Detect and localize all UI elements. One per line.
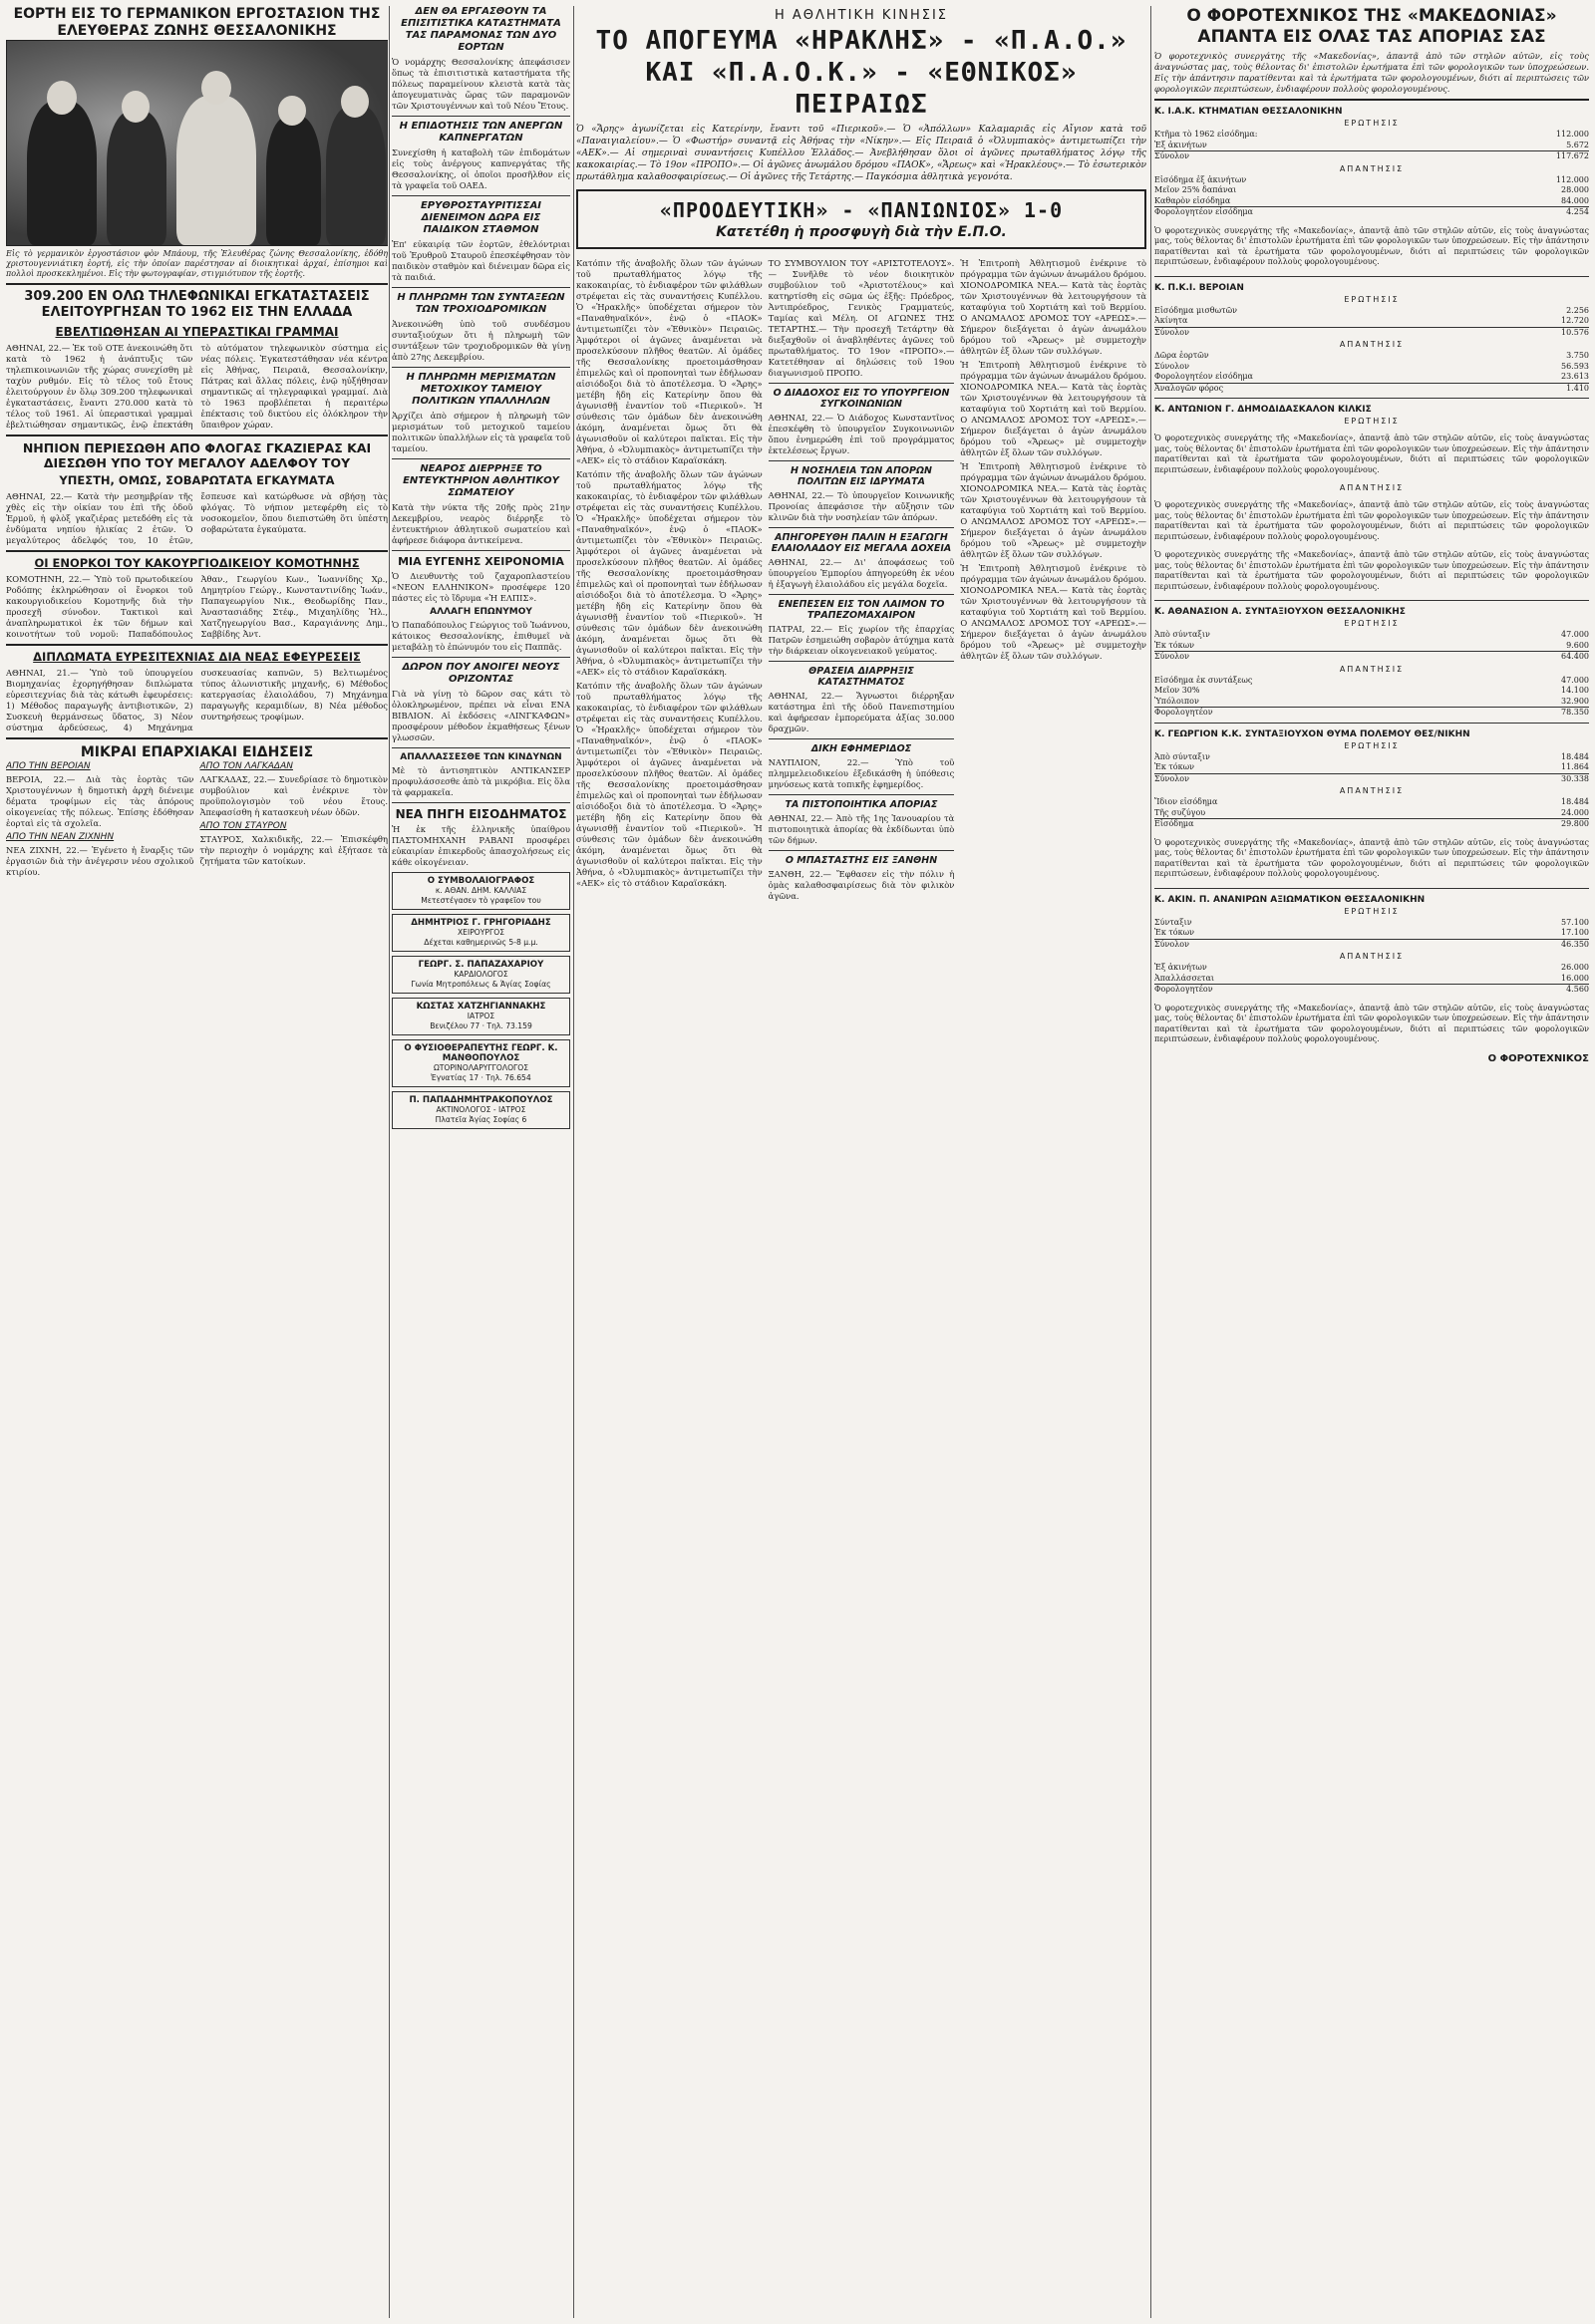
tram-headline: Η ΠΛΗΡΩΜΗ ΤΩΝ ΣΥΝΤΑΞΕΩΝ ΤΩΝ ΤΡΟΧΙΟΔΡΟΜΙΚΩΝ <box>397 292 565 315</box>
tax-line <box>1154 963 1589 974</box>
photo-figure <box>326 106 386 245</box>
column-sports <box>576 6 1146 2318</box>
tax-line <box>1154 928 1589 939</box>
sports-article: Κατόπιν τῆς ἀναβολῆς ὅλων τῶν ἀγώνων τοῦ πρωταθλήματος λόγῳ τῆς κακοκαιρίας, τὸ ἐνδιαφέρον τῶν φιλάθλων στρέφεται εἰς τὰς συναντήσεις Κυπέλλου. Ὁ «Ἡρακλῆς» ὑποδέχεται σήμερον τὸν «Παναθηναϊκόν», ἐνῷ ὁ «ΠΑΟΚ» ἀντιμετωπίζει τὸν «Ἐθνικὸν» Πειραιῶς. Ἀμφότεροι οἱ ἀγῶνες ἀναμένεται νὰ προσελκύσουν πλῆθος θεατῶν. Αἱ ὁμάδες τῆς Θεσσαλονίκης προετοιμάσθησαν ἐπιμελῶς καὶ οἱ προπονηταὶ των ἐδήλωσαν αἰσιόδοξοι διὰ τὸ ἀποτέλεσμα. Ὁ «Ἄρης» μετέβη ἤδη εἰς Κατερίνην ὅπου θὰ ἀγωνισθῇ ἐναντίον τοῦ «Πιερικοῦ». Ἡ σύνθεσις τῶν ὁμάδων δὲν ἀνεκοινώθη ἀκόμη, ἀναμένεται ὅμως ὅτι θὰ ἀγωνισθοῦν οἱ καλύτεροι παῖκται. Εἰς τὴν Ἀθήνα, ὁ «Ὀλυμπιακὸς» ἀντιμετωπίζει τὴν «ΑΕΚ» εἰς τὸ στάδιον Καραϊσκάκη. <box>576 258 763 465</box>
tax-line <box>1154 651 1589 663</box>
tax-value: 47.000 <box>1561 630 1589 639</box>
tax-line <box>1154 974 1589 985</box>
phones-subheadline: ΕΒΕΛΤΙΩΘΗΣΑΝ ΑΙ ΥΠΕΡΑΣΤΙΚΑΙ ΓΡΑΜΜΑΙ <box>55 325 339 339</box>
sports-article: Ἡ Ἐπιτροπὴ Ἀθλητισμοῦ ἐνέκρινε τὸ πρόγραμμα τῶν ἀγώνων ἀνωμάλου δρόμου. ΧΙΟΝΟΔΡΟΜΙΚΑ ΝΕΑ.— Κατὰ τὰς ἑορτὰς τῶν Χριστουγέννων θὰ λειτουργήσουν τὰ καταφύγια τοῦ Χορτιάτη καὶ τοῦ Βερμίου. Ο ΑΝΩΜΑΛΟΣ ΔΡΟΜΟΣ ΤΟΥ «ΑΡΕΩΣ».— Σήμερον διεξάγεται ὁ ἀγὼν ἀνωμάλου δρόμου τοῦ «Ἄρεως» μὲ συμμετοχὴν ἀθλητῶν ἐξ ὅλων τῶν συλλόγων. <box>960 360 1146 457</box>
provincial-text: ΣΤΑΥΡΟΣ, Χαλκιδικῆς, 22.— Ἐπισκέφθη τὴν περιοχὴν ὁ νομάρχης καὶ ἐξήτασε τὰ ζητήματα τῶν κατοίκων. <box>199 834 388 866</box>
answer-label: ΑΠΑΝΤΗΣΙΣ <box>1339 786 1405 795</box>
divider <box>1154 723 1589 724</box>
komotini-article: ΚΟΜΟΤΗΝΗ, 22.— Ὑπὸ τοῦ πρωτοδικείου Ροδόπης ἐκληρώθησαν οἱ ἔνορκοι τοῦ κακουργιοδικείου Κομοτηνῆς διὰ τὴν προσεχῆ σύνοδον. Τακτικοὶ καὶ ἀναπληρωματικοὶ ἐκ τῶν δήμων καὶ κοινοτήτων τοῦ νομοῦ: Παπαδόπουλος Ἀθαν., Γεωργίου Κων., Ἰωαννίδης Χρ., Δημητρίου Γεώργ., Κωνσταντινίδης Ἰωάν., Παπαγεωργίου Νικ., Θεοδωρίδης Παν., Ἀναστασιάδης Στέφ., Μιχαηλίδης Ἠλ., Χατζηγεωργίου Βασ., Καραγιάννης Δημ., Σαββίδης Ἀντ. <box>6 574 388 639</box>
divider <box>769 594 955 595</box>
answer-label: ΑΠΑΝΤΗΣΙΣ <box>1339 483 1405 492</box>
ad-name: Ο ΦΥΣΙΟΘΕΡΑΠΕΥΤΗΣ ΓΕΩΡΓ. Κ. ΜΑΝΘΟΠΟΥΛΟΣ <box>404 1043 558 1063</box>
tax-value: 29.800 <box>1561 819 1589 828</box>
tax-value: 56.593 <box>1561 361 1589 371</box>
sports-article: Κατόπιν τῆς ἀναβολῆς ὅλων τῶν ἀγώνων τοῦ πρωταθλήματος λόγῳ τῆς κακοκαιρίας, τὸ ἐνδιαφέρον τῶν φιλάθλων στρέφεται εἰς τὰς συναντήσεις Κυπέλλου. Ὁ «Ἡρακλῆς» ὑποδέχεται σήμερον τὸν «Παναθηναϊκόν», ἐνῷ ὁ «ΠΑΟΚ» ἀντιμετωπίζει τὸν «Ἐθνικὸν» Πειραιῶς. Ἀμφότεροι οἱ ἀγῶνες ἀναμένεται νὰ προσελκύσουν πλῆθος θεατῶν. Αἱ ὁμάδες τῆς Θεσσαλονίκης προετοιμάσθησαν ἐπιμελῶς καὶ οἱ προπονηταὶ των ἐδήλωσαν αἰσιόδοξοι διὰ τὸ ἀποτέλεσμα. Ὁ «Ἄρης» μετέβη ἤδη εἰς Κατερίνην ὅπου θὰ ἀγωνισθῇ ἐναντίον τοῦ «Πιερικοῦ». Ἡ σύνθεσις τῶν ὁμάδων δὲν ἀνεκοινώθη ἀκόμη, ἀναμένεται ὅμως ὅτι θὰ ἀγωνισθοῦν οἱ καλύτεροι παῖκται. Εἰς τὴν Ἀθήνα, ὁ «Ὀλυμπιακὸς» ἀντιμετωπίζει τὴν «ΑΕΚ» εἰς τὸ στάδιον Καραϊσκάκη. <box>576 469 763 677</box>
tax-case-title: Κ. Π.Κ.Ι. ΒΕΡΟΙΑΝ <box>1154 282 1244 293</box>
result-box <box>576 189 1146 249</box>
tax-label: Ἐξ ἀκινήτων <box>1154 140 1207 149</box>
photo-figure <box>176 96 256 245</box>
question-label: ΕΡΩΤΗΣΙΣ <box>1344 906 1400 916</box>
danger-article: Μὲ τὸ ἀντισηπτικὸν ΑΝΤΙΚΑΝΣΕΡ προφυλάσσεσθε ἀπὸ τὰ μικρόβια. Εἰς ὅλα τὰ φαρμακεῖα. <box>392 765 570 797</box>
classified-ad <box>392 1039 570 1087</box>
tax-explanation: Ὁ φοροτεχνικὸς συνεργάτης τῆς «Μακεδονίας», ἀπαντᾷ ἀπὸ τῶν στηλῶν αὐτῶν, εἰς τοὺς ἀναγνώστας μας, τοὺς θέλοντας δι' ἐπιστολῶν ἐρωτήματα ἐπὶ τῶν φορολογικῶν των ὑποχρεώσεων. Εἰς τὴν ἀπάντησιν παρατίθενται καὶ τὰ ἐρωτήματα τῶν φορολογουμένων, διότι αἱ περιπτώσεις τῶν φορολογικῶν περιπτώσεων, ἐνδιαφέρουν πολλοὺς φορολογουμένους. <box>1154 550 1589 591</box>
tax-label: Μεῖον 25% δαπάναι <box>1154 185 1237 194</box>
divider <box>1154 276 1589 277</box>
tax-line <box>1154 797 1589 808</box>
danger-headline: ΑΠΑΛΛΑΣΣΕΣΘΕ ΤΩΝ ΚΙΝΔΥΝΩΝ <box>400 752 562 762</box>
photo-figure <box>27 101 97 245</box>
classified-ad <box>392 998 570 1035</box>
tax-line <box>1154 676 1589 687</box>
tax-value: 28.000 <box>1561 185 1589 194</box>
redcross-headline: ΕΡΥΘΡΟΣΤΑΥΡΙΤΙΣΣΑΙ ΔΙΕΝΕΙΜΟΝ ΔΩΡΑ ΕΙΣ ΠΑΙΔΙΚΟΝ ΣΤΑΘΜΟΝ <box>420 200 542 235</box>
tax-explanation: Ὁ φοροτεχνικὸς συνεργάτης τῆς «Μακεδονίας», ἀπαντᾷ ἀπὸ τῶν στηλῶν αὐτῶν, εἰς τοὺς ἀναγνώστας μας, τοὺς θέλοντας δι' ἐπιστολῶν ἐρωτήματα ἐπὶ τῶν φορολογικῶν των ὑποχρεώσεων. Εἰς τὴν ἀπάντησιν παρατίθενται καὶ τὰ ἐρωτήματα τῶν φορολογουμένων, διότι αἱ περιπτώσεις τῶν φορολογικῶν περιπτώσεων, ἐνδιαφέρουν πολλοὺς φορολογουμένους. <box>1154 837 1589 878</box>
tax-label: Εἰσόδημα ἐκ συντάξεως <box>1154 675 1253 685</box>
tax-label: Ἐκ τόκων <box>1154 640 1194 650</box>
tax-value: 84.000 <box>1561 195 1589 205</box>
divider <box>392 287 570 288</box>
result-headline: «ΠΡΟΟΔΕΥΤΙΚΗ» - «ΠΑΝΙΩΝΙΟΣ» 1-0 <box>659 198 1064 222</box>
divider <box>392 195 570 196</box>
tax-value: 32.900 <box>1561 696 1589 706</box>
column-tax <box>1154 6 1589 2318</box>
tax-label: Σύνολον <box>1154 652 1189 661</box>
provincial-text: ΝΕΑ ΖΙΧΝΗ, 22.— Ἐγένετο ἡ ἔναρξις τῶν ἐργασιῶν διὰ τὴν ἀνέγερσιν νέου σχολικοῦ κτιρίου. <box>6 845 194 877</box>
ad-name: ΓΕΩΡΓ. Σ. ΠΑΠΑΖΑΧΑΡΙΟΥ <box>418 960 544 970</box>
sports-headline-1: ΤΟ ΑΠΟΓΕΥΜΑ «ΗΡΑΚΛΗΣ» - «Π.Α.Ο.» <box>595 26 1127 56</box>
phones-article: ΑΘΗΝΑΙ, 22.— Ἐκ τοῦ ΟΤΕ ἀνεκοινώθη ὅτι κατὰ τὸ 1962 ἡ ἀνάπτυξις τῶν τηλεπικοινωνιῶν τῆς χώρας συνεχίσθη μὲ ταχὺν ρυθμόν. Εἰς τὸ τέλος τοῦ ἔτους ἐλειτούργουν ἐν ὅλῳ 309.200 τηλεφωνικαὶ ἐγκαταστάσεις, ἔναντι 270.000 κατὰ τὸ τέλος τοῦ 1961. Αἱ ὑπεραστικαὶ γραμμαὶ ἐβελτιώθησαν σημαντικῶς, ἐνῷ ἐπεκτάθη τὸ αὐτόματον τηλεφωνικὸν σύστημα εἰς νέας πόλεις. Ἐγκατεστάθησαν νέα κέντρα εἰς Ἀθήνας, Πειραιᾶ, Θεσσαλονίκην, Πάτρας καὶ ἄλλας πόλεις, ἐνῷ ηὐξήθησαν σημαντικῶς αἱ τηλεγραφικαὶ γραμμαί. Διὰ τὸ 1963 προβλέπεται ἡ περαιτέρω ἐπέκτασις τοῦ δικτύου εἰς ὁλόκληρον τὴν ὕπαιθρον χώραν. <box>6 343 388 430</box>
tax-value: 64.400 <box>1561 652 1589 661</box>
tax-value: 23.613 <box>1561 372 1589 381</box>
tax-line <box>1154 196 1589 207</box>
column-short-news <box>392 6 570 2318</box>
provincial-place: ΑΠΟ ΤΗΝ ΒΕΡΟΙΑΝ <box>6 761 91 771</box>
tax-case <box>1154 405 1589 592</box>
tax-label: Σύνολον <box>1154 327 1189 337</box>
allowance-headline: Η ΕΠΙΔΟΤΗΣΙΣ ΤΩΝ ΑΝΕΡΓΩΝ ΚΑΠΝΕΡΓΑΤΩΝ <box>399 121 563 144</box>
tax-explanation: Ὁ φοροτεχνικὸς συνεργάτης τῆς «Μακεδονίας», ἀπαντᾷ ἀπὸ τῶν στηλῶν αὐτῶν, εἰς τοὺς ἀναγνώστας μας, τοὺς θέλοντας δι' ἐπιστολῶν ἐρωτήματα ἐπὶ τῶν φορολογικῶν των ὑποχρεώσεων. Εἰς τὴν ἀπάντησιν παρατίθενται καὶ τὰ ἐρωτήματα τῶν φορολογουμένων, διότι αἱ περιπτώσεις τῶν φορολογικῶν περιπτώσεων, ἐνδιαφέρουν πολλοὺς φορολογουμένους. <box>1154 1003 1589 1043</box>
tax-line <box>1154 327 1589 339</box>
classified-ad <box>392 956 570 994</box>
sub-headline: Η ΝΟΣΗΛΕΙΑ ΤΩΝ ΑΠΟΡΩΝ ΠΟΛΙΤΩΝ ΕΙΣ ΙΔΡΥΜΑΤΑ <box>791 465 932 487</box>
provincial-headline: ΜΙΚΡΑΙ ΕΠΑΡΧΙΑΚΑΙ ΕΙΔΗΣΕΙΣ <box>80 744 314 760</box>
tax-case <box>1154 283 1589 395</box>
sub-article: ΑΘΗΝΑΙ, 22.— Δι' ἀποφάσεως τοῦ ὑπουργείου Ἐμπορίου ἀπηγορεύθη ἐκ νέου ἡ ἐξαγωγὴ ἐλαιολάδου εἰς μεγάλα δοχεῖα. <box>768 557 955 589</box>
sports-body <box>576 255 1146 905</box>
tax-line <box>1154 351 1589 362</box>
answer-label: ΑΠΑΝΤΗΣΙΣ <box>1339 163 1405 173</box>
section-kicker: Η ΑΘΛΗΤΙΚΗ ΚΙΝΗΣΙΣ <box>774 8 949 23</box>
tax-value: 5.672 <box>1566 140 1589 149</box>
signature: Ο ΦΟΡΟΤΕΧΝΙΚΟΣ <box>1487 1052 1589 1064</box>
noble-article: Ὁ Διευθυντὴς τοῦ ζαχαροπλαστείου «ΝΕΟΝ ΕΛΛΗΝΙΚΟΝ» προσέφερε 120 πάστες εἰς τὸ ἵδρυμα «Ἡ ΕΛΠΙΣ». <box>392 571 570 603</box>
divider <box>1154 398 1589 399</box>
ad-line: ΙΑΤΡΟΣ <box>467 1012 495 1020</box>
tax-value: 2.256 <box>1566 305 1589 315</box>
tax-value: 78.350 <box>1561 708 1589 717</box>
tax-label: Φορολογητέον <box>1154 708 1213 717</box>
tax-value: 10.576 <box>1561 327 1589 337</box>
tax-value: 30.338 <box>1561 773 1589 783</box>
divider <box>392 802 570 803</box>
tax-line <box>1154 141 1589 151</box>
tax-value: 18.484 <box>1561 797 1589 806</box>
result-subheadline: Κατετέθη ἡ προσφυγὴ διὰ τὴν Ε.Π.Ο. <box>716 224 1007 240</box>
tax-label: Ἀπὸ σύνταξιν <box>1154 751 1210 761</box>
tax-label: Ἐκ τόκων <box>1154 762 1194 771</box>
tax-line <box>1154 984 1589 996</box>
tax-line <box>1154 206 1589 218</box>
tax-label: Ἐξ ἀκινήτων <box>1154 963 1207 972</box>
tax-value: 1.410 <box>1566 383 1589 393</box>
tax-value: 24.000 <box>1561 807 1589 817</box>
tax-label: Εἰσόδημα <box>1154 819 1194 828</box>
tax-line <box>1154 762 1589 773</box>
tax-label: Σύνολον <box>1154 361 1189 371</box>
tax-value: 3.750 <box>1566 351 1589 360</box>
column-divider <box>573 6 574 2318</box>
robbery-article: Κατὰ τὴν νύκτα τῆς 20ῆς πρὸς 21ην Δεκεμβρίου, νεαρὸς διέρρηξε τὸ ἐντευκτήριον ἀθλητικοῦ σωματείου καὶ ἀφήρεσε διάφορα ἀντικείμενα. <box>392 502 570 545</box>
tax-label: Ἀπὸ σύνταξιν <box>1154 630 1210 639</box>
tax-label: Σύνολον <box>1154 773 1189 783</box>
tax-value: 12.720 <box>1561 316 1589 325</box>
photo-face <box>341 86 369 118</box>
photo-face <box>122 91 150 123</box>
tax-case <box>1154 729 1589 880</box>
tax-case <box>1154 895 1589 1045</box>
sports-headline-2: ΚΑΙ «Π.Α.Ο.Κ.» - «ΕΘΝΙΚΟΣ» ΠΕΙΡΑΙΩΣ <box>645 58 1078 120</box>
tax-headline: Ο ΦΟΡΟΤΕΧΝΙΚΟΣ ΤΗΣ «ΜΑΚΕΔΟΝΙΑΣ» ΑΠΑΝΤΑ ΕΙΣ ΟΛΑΣ ΤΑΣ ΑΠΟΡΙΑΣ ΣΑΣ <box>1186 6 1557 47</box>
divider <box>769 527 955 528</box>
question-label: ΕΡΩΤΗΣΙΣ <box>1344 294 1400 304</box>
tax-value: 17.100 <box>1561 928 1589 937</box>
komotini-headline: ΟΙ ΕΝΟΡΚΟΙ ΤΟΥ ΚΑΚΟΥΡΓΙΟΔΙΚΕΙΟΥ ΚΟΜΟΤΗΝΗΣ <box>34 556 360 570</box>
tax-value: 26.000 <box>1561 963 1589 972</box>
photo-figure <box>107 111 166 245</box>
redcross-article: Ἐπ' εὐκαιρίᾳ τῶν ἑορτῶν, ἐθελόντριαι τοῦ Ἐρυθροῦ Σταυροῦ ἐπεσκέφθησαν τὸν παιδικὸν σταθμὸν καὶ διένειμαν δῶρα εἰς τὰ παιδιά. <box>392 239 570 282</box>
photo-headline: ΕΟΡΤΗ ΕΙΣ ΤΟ ΓΕΡΜΑΝΙΚΟΝ ΕΡΓΟΣΤΑΣΙΟΝ ΤΗΣ ΕΛΕΥΘΕΡΑΣ ΖΩΝΗΣ ΘΕΣΣΑΛΟΝΙΚΗΣ <box>13 6 381 39</box>
tax-value: 9.600 <box>1566 640 1589 650</box>
ad-line: Γωνία Μητροπόλεως & Ἁγίας Σοφίας <box>411 980 551 989</box>
tax-explanation: Ὁ φοροτεχνικὸς συνεργάτης τῆς «Μακεδονίας», ἀπαντᾷ ἀπὸ τῶν στηλῶν αὐτῶν, εἰς τοὺς ἀναγνώστας μας, τοὺς θέλοντας δι' ἐπιστολῶν ἐρωτήματα ἐπὶ τῶν φορολογικῶν των ὑποχρεώσεων. Εἰς τὴν ἀπάντησιν παρατίθενται καὶ τὰ ἐρωτήματα τῶν φορολογουμένων, διότι αἱ περιπτώσεις τῶν φορολογικῶν περιπτώσεων, ἐνδιαφέρουν πολλοὺς φορολογουμένους. <box>1154 225 1589 266</box>
sports-article: Ἡ Ἐπιτροπὴ Ἀθλητισμοῦ ἐνέκρινε τὸ πρόγραμμα τῶν ἀγώνων ἀνωμάλου δρόμου. ΧΙΟΝΟΔΡΟΜΙΚΑ ΝΕΑ.— Κατὰ τὰς ἑορτὰς τῶν Χριστουγέννων θὰ λειτουργήσουν τὰ καταφύγια τοῦ Χορτιάτη καὶ τοῦ Βερμίου. Ο ΑΝΩΜΑΛΟΣ ΔΡΟΜΟΣ ΤΟΥ «ΑΡΕΩΣ».— Σήμερον διεξάγεται ὁ ἀγὼν ἀνωμάλου δρόμου τοῦ «Ἄρεως» μὲ συμμετοχὴν ἀθλητῶν ἐξ ὅλων τῶν συλλόγων. <box>960 461 1146 559</box>
rename-article: Ὁ Παπαδόπουλος Γεώργιος τοῦ Ἰωάννου, κάτοικος Θεσσαλονίκης, ἐπιθυμεῖ νὰ μεταβάλῃ τὸ ἐπώνυμόν του εἰς Παππᾶς. <box>392 620 570 652</box>
tax-label: Κτῆμα τὸ 1962 εἰσόδημα: <box>1154 130 1258 139</box>
sub-headline: ΘΡΑΣΕΙΑ ΔΙΑΡΡΗΞΙΣ ΚΑΤΑΣΤΗΜΑΤΟΣ <box>808 666 914 688</box>
ad-name: Ο ΣΥΜΒΟΛΑΙΟΓΡΑΦΟΣ <box>427 876 535 886</box>
divider <box>769 383 955 384</box>
sub-headline: ΑΠΗΓΟΡΕΥΘΗ ΠΑΛΙΝ Η ΕΞΑΓΩΓΗ ΕΛΑΙΟΛΑΔΟΥ ΕΙΣ ΜΕΓΑΛΑ ΔΟΧΕΙΑ <box>771 532 952 554</box>
tax-case-title: Κ. ΑΘΑΝΑΣΙΟΝ Α. ΣΥΝΤΑΞΙΟΥΧΟΝ ΘΕΣΣΑΛΟΝΙΚΗΣ <box>1154 607 1406 617</box>
column-divider <box>1150 6 1151 2318</box>
sub-headline: ΤΑ ΠΙΣΤΟΠΟΙΗΤΙΚΑ ΑΠΟΡΙΑΣ <box>785 799 938 810</box>
question-label: ΕΡΩΤΗΣΙΣ <box>1344 119 1400 128</box>
divider <box>1154 888 1589 889</box>
tax-label: Φορολογητέον εἰσόδημα <box>1154 207 1253 216</box>
tax-line <box>1154 686 1589 697</box>
ad-name: ΚΩΣΤΑΣ ΧΑΤΖΗΓΙΑΝΝΑΚΗΣ <box>416 1002 546 1012</box>
tax-case-title: Κ. ΑΚΙΝ. Π. ΑΝΑΝΙΡΩΝ ΑΞΙΩΜΑΤΙΚΟΝ ΘΕΣΣΑΛΟΝΙΚΗΝ <box>1154 894 1426 905</box>
tax-line <box>1154 316 1589 327</box>
allowance-article: Συνεχίσθη ἡ καταβολὴ τῶν ἐπιδομάτων εἰς τοὺς ἀνέργους καπνεργάτας τῆς Θεσσαλονίκης, οἱ ὁποῖοι προσῆλθον εἰς τὰ γραφεῖα τοῦ ΟΑΕΔ. <box>392 147 570 190</box>
tax-case-title: Κ. ΑΝΤΩΝΙΟΝ Γ. ΔΗΜΟΔΙΔΑΣΚΑΛΟΝ ΚΙΛΚΙΣ <box>1154 405 1372 415</box>
divider <box>6 283 388 285</box>
provincial-place: ΑΠΟ ΤΟΝ ΛΑΓΚΑΔΑΝ <box>199 761 293 771</box>
answer-label: ΑΠΑΝΤΗΣΙΣ <box>1339 340 1405 349</box>
divider <box>769 661 955 662</box>
tax-label: Ἴδιον εἰσόδημα <box>1154 797 1218 806</box>
tax-line <box>1154 185 1589 196</box>
divider <box>769 738 955 739</box>
divider <box>769 850 955 851</box>
ad-line: ΑΚΤΙΝΟΛΟΓΟΣ - ΙΑΤΡΟΣ <box>436 1105 526 1114</box>
tax-value: 112.000 <box>1555 130 1589 139</box>
photo-face <box>47 81 77 115</box>
income-article: Ἡ ἐκ τῆς ἑλληνικῆς ὑπαίθρου ΠΑΣΤΟΜΗΧΑΝΗ ΡΑΒΑΝΙ προσφέρει εὐκαιρίαν ἐπικερδοῦς ἀπασχολήσεως εἰς κάθε οἰκογένειαν. <box>392 824 570 867</box>
question-label: ΕΡΩΤΗΣΙΣ <box>1344 740 1400 750</box>
divider <box>392 458 570 459</box>
tax-line <box>1154 773 1589 785</box>
divider <box>1154 600 1589 601</box>
sub-headline: ΕΝΕΠΕΣΕΝ ΕΙΣ ΤΟΝ ΛΑΙΜΟΝ ΤΟ ΤΡΑΠΕΖΟΜΑΧΑΙΡΟΝ <box>778 599 945 621</box>
sports-article: Ἡ Ἐπιτροπὴ Ἀθλητισμοῦ ἐνέκρινε τὸ πρόγραμμα τῶν ἀγώνων ἀνωμάλου δρόμου. ΧΙΟΝΟΔΡΟΜΙΚΑ ΝΕΑ.— Κατὰ τὰς ἑορτὰς τῶν Χριστουγέννων θὰ λειτουργήσουν τὰ καταφύγια τοῦ Χορτιάτη καὶ τοῦ Βερμίου. Ο ΑΝΩΜΑΛΟΣ ΔΡΟΜΟΣ ΤΟΥ «ΑΡΕΩΣ».— Σήμερον διεξάγεται ὁ ἀγὼν ἀνωμάλου δρόμου τοῦ «Ἄρεως» μὲ συμμετοχὴν ἀθλητῶν ἐξ ὅλων τῶν συλλόγων. <box>960 258 1146 356</box>
sub-article: ΞΑΝΘΗ, 22.— Ἔφθασεν εἰς τὴν πόλιν ἡ ὁμὰς καλαθοσφαιρίσεως διὰ τὸν φιλικὸν ἀγῶνα. <box>768 869 955 901</box>
tax-value: 57.100 <box>1561 917 1589 927</box>
tax-label: Ἐκ τόκων <box>1154 928 1194 937</box>
photo-face <box>278 96 306 126</box>
tax-line <box>1154 918 1589 929</box>
tax-value: 11.864 <box>1561 762 1589 771</box>
tax-label: Καθαρὸν εἰσόδημα <box>1154 195 1231 205</box>
sub-headline: ΔΙΚΗ ΕΦΗΜΕΡΙΔΟΣ <box>810 743 912 754</box>
tax-line <box>1154 641 1589 652</box>
patents-headline: ΔΙΠΛΩΜΑΤΑ ΕΥΡΕΣΙΤΕΧΝΙΑΣ ΔΙΑ ΝΕΑΣ ΕΦΕΥΡΕΣΕΙΣ <box>33 650 361 664</box>
divider <box>392 550 570 551</box>
divider <box>6 644 388 646</box>
tax-label: Σύνταξιν <box>1154 917 1192 927</box>
question-label: ΕΡΩΤΗΣΙΣ <box>1344 417 1400 426</box>
sports-article: Ἡ Ἐπιτροπὴ Ἀθλητισμοῦ ἐνέκρινε τὸ πρόγραμμα τῶν ἀγώνων ἀνωμάλου δρόμου. ΧΙΟΝΟΔΡΟΜΙΚΑ ΝΕΑ.— Κατὰ τὰς ἑορτὰς τῶν Χριστουγέννων θὰ λειτουργήσουν τὰ καταφύγια τοῦ Χορτιάτη καὶ τοῦ Βερμίου. Ο ΑΝΩΜΑΛΟΣ ΔΡΟΜΟΣ ΤΟΥ «ΑΡΕΩΣ».— Σήμερον διεξάγεται ὁ ἀγὼν ἀνωμάλου δρόμου τοῦ «Ἄρεως» μὲ συμμετοχὴν ἀθλητῶν ἐξ ὅλων τῶν συλλόγων. <box>960 563 1146 661</box>
tax-value: 117.672 <box>1555 151 1589 160</box>
divider <box>769 460 955 461</box>
tax-label: Φορολογητέον εἰσόδημα <box>1154 372 1253 381</box>
tax-line <box>1154 306 1589 317</box>
tax-value: 16.000 <box>1561 973 1589 983</box>
ad-line: Πλατεῖα Ἁγίας Σοφίας 6 <box>435 1115 527 1124</box>
sports-article: ΤΟ ΣΥΜΒΟΥΛΙΟΝ ΤΟΥ «ΑΡΙΣΤΟΤΕΛΟΥΣ».— Συνῆλθε τὸ νέον διοικητικὸν συμβούλιον τοῦ «Ἀριστοτέλους» καὶ κατηρτίσθη εἰς σῶμα ὡς ἑξῆς: Πρόεδρος, Ἀντιπρόεδρος, Γενικὸς Γραμματεύς, Ταμίας καὶ Μέλη. ΟΙ ΑΓΩΝΕΣ ΤΗΣ ΤΕΤΑΡΤΗΣ.— Τὴν προσεχῆ Τετάρτην θὰ διεξαχθοῦν οἱ ἀναβληθέντες ἀγῶνες τοῦ πρωταθλήματος. ΤΟ 19ον «ΠΡΟΠΟ».— Κατετέθησαν αἱ δηλώσεις τοῦ 19ου διαγωνισμοῦ ΠΡΟΠΟ. <box>768 258 955 378</box>
tax-label: Φορολογητέον <box>1154 985 1213 994</box>
tax-label: Δῶρα ἑορτῶν <box>1154 351 1209 360</box>
sub-article: ΝΑΥΠΛΙΟΝ, 22.— Ὑπὸ τοῦ πλημμελειοδικείου ἐξεδικάσθη ἡ ὑπόθεσις μηνύσεως κατὰ τοπικῆς ἐφημερίδος. <box>768 757 955 789</box>
rename-headline: ΑΛΛΑΓΗ ΕΠΩΝΥΜΟΥ <box>430 607 532 617</box>
fire-subheadline: ΥΠΕΣΤΗ, ΟΜΩΣ, ΣΟΒΑΡΩΤΑΤΑ ΕΓΚΑΥΜΑΤΑ <box>59 473 335 487</box>
tax-label: Ὑπόλοιπον <box>1154 696 1199 706</box>
tax-label: Σύνολον <box>1154 151 1189 160</box>
divider <box>6 435 388 436</box>
photo-face <box>201 71 231 105</box>
sports-lead: Ὁ «Ἄρης» ἀγωνίζεται εἰς Κατερίνην, ἔναντι τοῦ «Πιερικοῦ».— Ὁ «Ἀπόλλων» Καλαμαριᾶς εἰς Αἴγιον κατὰ τοῦ «Παναιγιαλείου».— Ὁ «Φωστήρ» συναντᾷ εἰς Ἀθήνας τὴν «Νίκην».— Εἰς Πειραιᾶ ὁ «Ὀλυμπιακὸς» ἀντιμετωπίζει τὴν «ΑΕΚ».— Αἱ σημεριναὶ συναντήσεις Κυπέλλου Ἑλλάδος.— Ἀνεβλήθησαν ὅλοι οἱ ἀγῶνες πρωταθλήματος λόγῳ τῆς κακοκαιρίας.— Τὸ 19ον «ΠΡΟΠΟ».— Οἱ ἀγῶνες ἀνωμάλου δρόμου «ΠΑΟΚ», «Ἄρεως» καὶ «Ἡρακλέους».— Τὸ ἐσωτερικὸν πρωτάθλημα καλαθοσφαιρίσεως.— Οἱ ἀγῶνες τῆς Τετάρτης.— Παγκόσμια ἀθλητικὰ γεγονότα. <box>576 125 1146 182</box>
tax-label: Μεῖον 30% <box>1154 686 1200 695</box>
provincial-text: ΛΑΓΚΑΔΑΣ, 22.— Συνεδρίασε τὸ δημοτικὸν συμβούλιον καὶ ἐνέκρινε τὸν προϋπολογισμὸν τοῦ νέου ἔτους. Ἀπεφασίσθη ἡ κατασκευὴ νέων ὁδῶν. <box>199 774 388 817</box>
classified-ad <box>392 914 570 952</box>
tax-line <box>1154 175 1589 186</box>
tax-line <box>1154 939 1589 951</box>
civil-headline: Η ΠΛΗΡΩΜΗ ΜΕΡΙΣΜΑΤΩΝ ΜΕΤΟΧΙΚΟΥ ΤΑΜΕΙΟΥ ΠΟΛΙΤΙΚΩΝ ΥΠΑΛΛΗΛΩΝ <box>406 372 556 407</box>
photo-figure <box>266 116 321 245</box>
sub-headline: Ο ΜΠΑΣΤΑΣΤΗΣ ΕΙΣ ΞΑΝΘΗΝ <box>785 855 938 866</box>
gift-article: Γιὰ νὰ γίνῃ τὸ δῶρον σας κάτι τὸ ὁλοκληρωμένον, πρέπει νὰ εἶναι ΕΝΑ ΒΙΒΛΙΟΝ. Αἱ ἐκδόσεις «ΛΙΝΓΚΑΦΩΝ» προσφέρουν μέθοδον ἐκμαθήσεως ξένων γλωσσῶν. <box>392 689 570 742</box>
patents-article: ΑΘΗΝΑΙ, 21.— Ὑπὸ τοῦ ὑπουργείου Βιομηχανίας ἐχορηγήθησαν διπλώματα εὑρεσιτεχνίας διὰ τὰς κάτωθι ἐφευρέσεις: 1) Μέθοδος παραγωγῆς ἀντιβιοτικῶν, 2) Συσκευὴ θερμάνσεως ὕδατος, 3) Νέον σύστημα ἀρδεύσεως, 4) Μηχάνημα συσκευασίας καπνῶν, 5) Βελτιωμένος τύπος ἀλωνιστικῆς μηχανῆς, 6) Μέθοδος κατεργασίας ἐλαιολάδου, 7) Μηχάνημα παραγωγῆς κεραμιδίων, 8) Νέα μέθοδος συντηρήσεως τροφίμων. <box>6 668 388 732</box>
column-divider <box>389 6 390 2318</box>
tax-value: 14.100 <box>1561 686 1589 695</box>
divider <box>6 550 388 552</box>
gift-headline: ΔΩΡΟΝ ΠΟΥ ΑΝΟΙΓΕΙ ΝΕΟΥΣ ΟΡΙΖΟΝΤΑΣ <box>402 662 560 685</box>
tax-value: 4.560 <box>1566 985 1589 994</box>
tax-line <box>1154 630 1589 641</box>
tax-intro: Ὁ φοροτεχνικὸς συνεργάτης τῆς «Μακεδονίας», ἀπαντᾷ ἀπὸ τῶν στηλῶν αὐτῶν, εἰς τοὺς ἀναγνώστας μας, τοὺς θέλοντας δι' ἐπιστολῶν ἐρωτήματα ἐπὶ τῶν φορολογικῶν των ὑποχρεώσεων. Εἰς τὴν ἀπάντησιν παρατίθενται καὶ τὰ ἐρωτήματα τῶν φορολογουμένων, διότι αἱ περιπτώσεις τῶν φορολογικῶν περιπτώσεων, ἐνδιαφέρουν πολλοὺς φορολογουμένους. <box>1154 51 1589 94</box>
tax-line <box>1154 130 1589 141</box>
tax-line <box>1154 150 1589 162</box>
fire-headline: ΝΗΠΙΟΝ ΠΕΡΙΕΣΩΘΗ ΑΠΟ ΦΛΟΓΑΣ ΓΚΑΖΙΕΡΑΣ ΚΑΙ ΔΙΕΣΩΘΗ ΥΠΟ ΤΟΥ ΜΕΓΑΛΟΥ ΑΔΕΛΦΟΥ ΤΟΥ <box>22 440 372 470</box>
sub-article: ΠΑΤΡΑΙ, 22.— Εἰς χωρίον τῆς ἐπαρχίας Πατρῶν ἐσημειώθη σοβαρὸν ἀτύχημα κατὰ τὴν διάρκειαν οἰκογενειακοῦ γεύματος. <box>768 624 955 656</box>
civil-article: Ἀρχίζει ἀπὸ σήμερον ἡ πληρωμὴ τῶν μερισμάτων τοῦ μετοχικοῦ ταμείου πολιτικῶν ὑπαλλήλων εἰς τὰ γραφεῖα τοῦ ταμείου. <box>392 411 570 453</box>
tram-article: Ἀνεκοινώθη ὑπὸ τοῦ συνδέσμου συνταξιούχων ὅτι ἡ πληρωμὴ τῶν συντάξεων τῶν τροχιοδρομικῶν θὰ γίνῃ ἀπὸ 27ης Δεκεμβρίου. <box>392 319 570 362</box>
provincial-list <box>6 761 388 881</box>
sub-article: ΑΘΗΝΑΙ, 22.— Ἀπὸ τῆς 1ης Ἰανουαρίου τὰ πιστοποιητικὰ ἀπορίας θὰ ἐκδίδωνται ὑπὸ τῶν δήμων. <box>768 813 955 845</box>
divider <box>392 367 570 368</box>
provincial-text: ΒΕΡΟΙΑ, 22.— Διὰ τὰς ἑορτὰς τῶν Χριστουγέννων ἡ δημοτικὴ ἀρχὴ διένειμε δέματα τροφίμων εἰς τὰς ἀπόρους οἰκογενείας τῆς πόλεως. Ἐπίσης ἐδόθησαν ἑορταὶ εἰς τὰ σχολεῖα. <box>6 774 194 828</box>
ad-line: Ἐγνατίας 17 · Τηλ. 76.654 <box>431 1073 531 1082</box>
divider <box>1154 99 1589 101</box>
tax-case <box>1154 107 1589 268</box>
workers-article: Ὁ νομάρχης Θεσσαλονίκης ἀπεφάσισεν ὅπως τὰ ἐπισιτιστικὰ καταστήματα τῆς πόλεως παραμείνουν κλειστὰ κατὰ τὰς ἀπογευματινὰς ὥρας τῶν παραμονῶν τῶν Χριστουγέννων καὶ τοῦ Νέου Ἔτους. <box>392 57 570 111</box>
robbery-headline: ΝΕΑΡΟΣ ΔΙΕΡΡΗΞΕ ΤΟ ΕΝΤΕΥΚΤΗΡΙΟΝ ΑΘΛΗΤΙΚΟΥ ΣΩΜΑΤΕΙΟΥ <box>403 463 559 498</box>
tax-line <box>1154 808 1589 819</box>
tax-line <box>1154 372 1589 383</box>
photo-caption: Εἰς τὸ γερμανικὸν ἐργοστάσιον φὸν Μπάουμ, τῆς Ἐλευθέρας ζώνης Θεσσαλονίκης, ἐδόθη χριστουγεννιάτικη ἑορτή, εἰς τὴν ὁποίαν παρέστησαν αἱ διοικητικαὶ ἀρχαί, ἐπίσημοι καὶ πολλοὶ προσκεκλημένοι. Εἰς τὴν φωτογραφίαν, στιγμιότυπον τῆς ἑορτῆς. <box>6 249 388 278</box>
tax-line <box>1154 362 1589 373</box>
tax-value: 46.350 <box>1561 939 1589 949</box>
sports-article: Κατόπιν τῆς ἀναβολῆς ὅλων τῶν ἀγώνων τοῦ πρωταθλήματος λόγῳ τῆς κακοκαιρίας, τὸ ἐνδιαφέρον τῶν φιλάθλων στρέφεται εἰς τὰς συναντήσεις Κυπέλλου. Ὁ «Ἡρακλῆς» ὑποδέχεται σήμερον τὸν «Παναθηναϊκόν», ἐνῷ ὁ «ΠΑΟΚ» ἀντιμετωπίζει τὸν «Ἐθνικὸν» Πειραιῶς. Ἀμφότεροι οἱ ἀγῶνες ἀναμένεται νὰ προσελκύσουν πλῆθος θεατῶν. Αἱ ὁμάδες τῆς Θεσσαλονίκης προετοιμάσθησαν ἐπιμελῶς καὶ οἱ προπονηταὶ των ἐδήλωσαν αἰσιόδοξοι διὰ τὸ ἀποτέλεσμα. Ὁ «Ἄρης» μετέβη ἤδη εἰς Κατερίνην ὅπου θὰ ἀγωνισθῇ ἐναντίον τοῦ «Πιερικοῦ». Ἡ σύνθεσις τῶν ὁμάδων δὲν ἀνεκοινώθη ἀκόμη, ἀναμένεται ὅμως ὅτι θὰ ἀγωνισθοῦν οἱ καλύτεροι παῖκται. Εἰς τὴν Ἀθήνα, ὁ «Ὀλυμπιακὸς» ἀντιμετωπίζει τὴν «ΑΕΚ» εἰς τὸ στάδιον Καραϊσκάκη. <box>576 681 763 888</box>
tax-label: Εἰσόδημα ἐξ ἀκινήτων <box>1154 174 1247 184</box>
ad-line: ΩΤΟΡΙΝΟΛΑΡΥΓΓΟΛΟΓΟΣ <box>433 1063 529 1072</box>
divider <box>769 794 955 795</box>
tax-value: 47.000 <box>1561 675 1589 685</box>
news-photo <box>6 40 388 246</box>
tax-value: 18.484 <box>1561 751 1589 761</box>
divider <box>6 737 388 739</box>
question-label: ΕΡΩΤΗΣΙΣ <box>1344 619 1400 628</box>
tax-value: 112.000 <box>1555 174 1589 184</box>
tax-line <box>1154 383 1589 395</box>
workers-headline: ΔΕΝ ΘΑ ΕΡΓΑΣΘΟΥΝ ΤΑ ΕΠΙΣΙΤΙΣΤΙΚΑ ΚΑΤΑΣΤΗΜΑΤΑ ΤΑΣ ΠΑΡΑΜΟΝΑΣ ΤΩΝ ΔΥΟ ΕΟΡΤΩΝ <box>401 6 561 53</box>
sub-headline: Ο ΔΙΑΔΟΧΟΣ ΕΙΣ ΤΟ ΥΠΟΥΡΓΕΙΟΝ ΣΥΓΚΟΙΝΩΝΙΩΝ <box>773 388 950 410</box>
ad-name: Π. ΠΑΠΑΔΗΜΗΤΡΑΚΟΠΟΥΛΟΣ <box>409 1095 553 1105</box>
tax-explanation: Ὁ φοροτεχνικὸς συνεργάτης τῆς «Μακεδονίας», ἀπαντᾷ ἀπὸ τῶν στηλῶν αὐτῶν, εἰς τοὺς ἀναγνώστας μας, τοὺς θέλοντας δι' ἐπιστολῶν ἐρωτήματα ἐπὶ τῶν φορολογικῶν των ὑποχρεώσεων. Εἰς τὴν ἀπάντησιν παρατίθενται καὶ τὰ ἐρωτήματα τῶν φορολογουμένων, διότι αἱ περιπτώσεις τῶν φορολογικῶν περιπτώσεων, ἐνδιαφέρουν πολλοὺς φορολογουμένους. <box>1154 434 1589 474</box>
ad-line: Βενιζέλου 77 · Τηλ. 73.159 <box>430 1021 532 1030</box>
noble-headline: ΜΙΑ ΕΥΓΕΝΗΣ ΧΕΙΡΟΝΟΜΙΑ <box>398 555 564 568</box>
ad-line: Δέχεται καθημερινῶς 5-8 μ.μ. <box>424 938 538 947</box>
tax-line <box>1154 697 1589 708</box>
tax-line <box>1154 818 1589 830</box>
tax-case <box>1154 607 1589 719</box>
provincial-place: ΑΠΟ ΤΗΝ ΝΕΑΝ ΖΙΧΝΗΝ <box>6 832 115 842</box>
phones-headline: 309.200 ΕΝ ΟΛΩ ΤΗΛΕΦΩΝΙΚΑΙ ΕΓΚΑΤΑΣΤΑΣΕΙΣ ΕΛΕΙΤΟΥΡΓΗΣΑΝ ΤΟ 1962 ΕΙΣ ΤΗΝ ΕΛΛΑΔΑ <box>24 289 370 320</box>
classified-ad <box>392 1091 570 1129</box>
ad-line: Μετεστέγασεν τὸ γραφεῖον του <box>421 896 541 905</box>
tax-label: Ἀπαλλάσσεται <box>1154 973 1215 983</box>
answer-label: ΑΠΑΝΤΗΣΙΣ <box>1339 952 1405 961</box>
fire-article: ΑΘΗΝΑΙ, 22.— Κατὰ τὴν μεσημβρίαν τῆς χθὲς εἰς τὴν οἰκίαν του ἐπὶ τῆς ὁδοῦ Ἑρμοῦ, ἡ φλὸξ γκαζιέρας μετεδόθη εἰς τὰ ἐνδύματα νηπίου ἡλικίας 2 ἐτῶν. Ὁ μεγαλύτερος ἀδελφός του, 10 ἐτῶν, ἔσπευσε καὶ κατώρθωσε νὰ σβήσῃ τὰς φλόγας. Τὸ νήπιον μετεφέρθη εἰς τὸ νοσοκομεῖον, ὅπου διεπιστώθη ὅτι ὑπέστη σοβαρώτατα ἐγκαύματα. <box>6 491 388 545</box>
sub-article: ΑΘΗΝΑΙ, 22.— Ὁ Διάδοχος Κωνσταντῖνος ἐπεσκέφθη τὸ ὑπουργεῖον Συγκοινωνιῶν ὅπου ἐνημερώθη ἐπὶ τοῦ προγράμματος ἐκτελέσεως ἔργων. <box>768 413 955 455</box>
tax-label: Ἀναλογῶν φόρος <box>1154 383 1224 393</box>
divider <box>392 116 570 117</box>
tax-explanation: Ὁ φοροτεχνικὸς συνεργάτης τῆς «Μακεδονίας», ἀπαντᾷ ἀπὸ τῶν στηλῶν αὐτῶν, εἰς τοὺς ἀναγνώστας μας, τοὺς θέλοντας δι' ἐπιστολῶν ἐρωτήματα ἐπὶ τῶν φορολογικῶν των ὑποχρεώσεων. Εἰς τὴν ἀπάντησιν παρατίθενται καὶ τὰ ἐρωτήματα τῶν φορολογουμένων, διότι αἱ περιπτώσεις τῶν φορολογικῶν περιπτώσεων, ἐνδιαφέρουν πολλοὺς φορολογουμένους. <box>1154 500 1589 541</box>
tax-label: Τῆς συζύγου <box>1154 807 1206 817</box>
column-local-news <box>6 6 388 2318</box>
sub-article: ΑΘΗΝΑΙ, 22.— Ἄγνωστοι διέρρηξαν κατάστημα ἐπὶ τῆς ὁδοῦ Πανεπιστημίου καὶ ἀφήρεσαν ἐμπορεύματα ἀξίας 30.000 δραχμῶν. <box>768 691 955 733</box>
ad-name: ΔΗΜΗΤΡΙΟΣ Γ. ΓΡΗΓΟΡΙΑΔΗΣ <box>411 918 551 928</box>
income-headline: ΝΕΑ ΠΗΓΗ ΕΙΣΟΔΗΜΑΤΟΣ <box>395 807 567 821</box>
ad-line: κ. ΑΘΑΝ. ΔΗΜ. ΚΑΛΛΙΑΣ <box>435 886 527 895</box>
divider <box>392 657 570 658</box>
answer-label: ΑΠΑΝΤΗΣΙΣ <box>1339 664 1405 674</box>
tax-case-title: Κ. Ι.Α.Κ. ΚΤΗΜΑΤΙΑΝ ΘΕΣΣΑΛΟΝΙΚΗΝ <box>1154 107 1343 117</box>
sub-article: ΑΘΗΝΑΙ, 22.— Τὸ ὑπουργεῖον Κοινωνικῆς Προνοίας ἀπεφάσισε τὴν αὔξησιν τῶν κλινῶν διὰ τὴν νοσηλείαν τῶν ἀπόρων. <box>768 490 955 522</box>
tax-label: Εἰσόδημα μισθωτῶν <box>1154 305 1237 315</box>
classified-ad <box>392 872 570 910</box>
tax-value: 4.254 <box>1566 207 1589 216</box>
ad-line: ΧΕΙΡΟΥΡΓΟΣ <box>457 928 505 937</box>
tax-label: Σύνολον <box>1154 939 1189 949</box>
tax-case-title: Κ. ΓΕΩΡΓΙΟΝ Κ.Κ. ΣΥΝΤΑΞΙΟΥΧΟΝ ΘΥΜΑ ΠΟΛΕΜΟΥ ΘΕΣ/ΝΙΚΗΝ <box>1154 728 1470 739</box>
divider <box>392 747 570 748</box>
provincial-place: ΑΠΟ ΤΟΝ ΣΤΑΥΡΟΝ <box>199 821 287 831</box>
ad-line: ΚΑΡΔΙΟΛΟΓΟΣ <box>454 970 508 979</box>
tax-line <box>1154 752 1589 763</box>
tax-line <box>1154 707 1589 719</box>
tax-label: Ἀκίνητα <box>1154 316 1188 325</box>
